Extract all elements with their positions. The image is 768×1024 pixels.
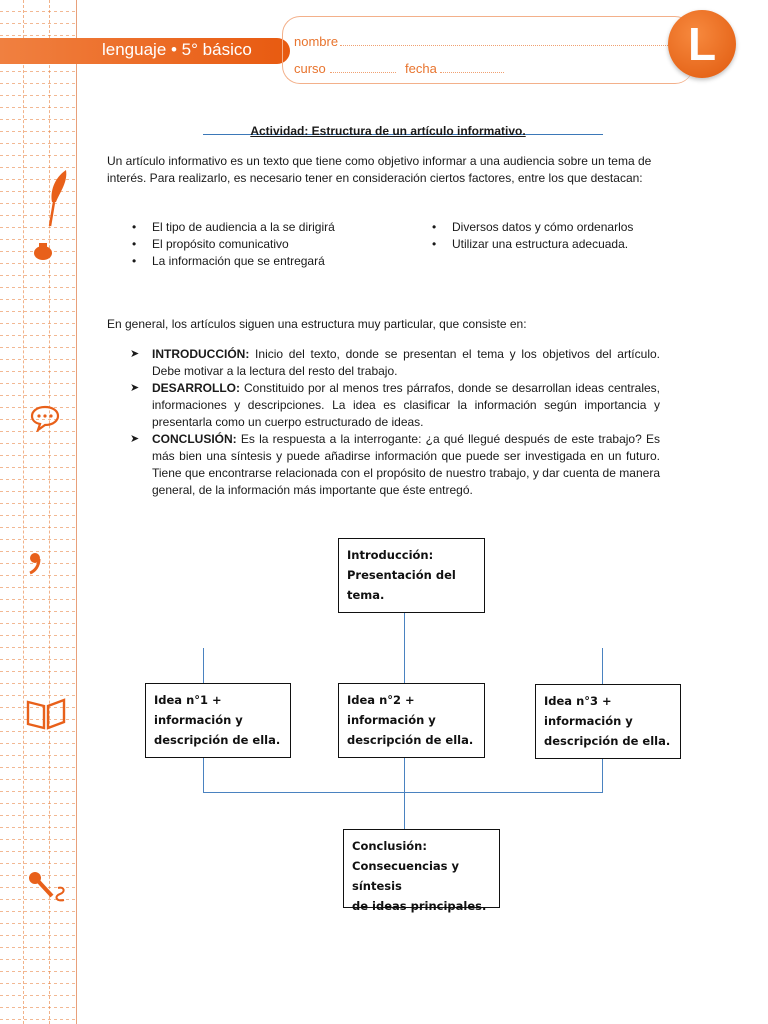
factors-list-left <box>128 219 408 270</box>
fecha-label: fecha <box>405 61 437 76</box>
structure-item <box>130 346 660 380</box>
list-item: • El propósito comunicativo <box>128 236 408 253</box>
curso-field[interactable] <box>330 72 396 73</box>
microphone-icon <box>26 868 70 909</box>
connector-line <box>203 758 204 792</box>
connector-line <box>404 613 405 683</box>
fecha-field[interactable] <box>440 72 504 73</box>
intro-paragraph: Un artículo informativo es un texto que tiene como objetivo informar a una audiencia sobre un tema de interés. Para realizarlo, es necesario tener en consideración ciertos factores, entre los que destacan: <box>107 154 652 185</box>
speech-bubble-icon <box>30 404 60 437</box>
structure-item <box>130 431 660 499</box>
factors-list-right <box>428 219 668 253</box>
margin-guide <box>23 0 24 1024</box>
open-book-icon <box>24 696 68 737</box>
nombre-field[interactable] <box>340 45 670 46</box>
arrow-bullet-icon: ➤ <box>130 348 140 360</box>
subject-label: lenguaje • 5° básico <box>102 40 252 59</box>
quill-icon <box>44 168 74 233</box>
idea-2-box: Idea n°2 + información y descripción de ella. <box>338 683 485 758</box>
arrow-bullet-icon: ➤ <box>130 382 140 394</box>
idea-1-box: Idea n°1 + información y descripción de ella. <box>145 683 291 758</box>
curso-label: curso <box>294 61 326 76</box>
nombre-label: nombre <box>294 34 339 49</box>
connector-line <box>203 648 204 683</box>
structure-text: Inicio del texto, donde se presentan el tema y los objetivos del artículo. Debe motivar a la lectura del resto del trabajo. <box>152 347 660 378</box>
arrow-bullet-icon: ➤ <box>130 433 140 445</box>
idea-3-box: Idea n°3 + información y descripción de ella. <box>535 684 681 759</box>
margin-rule <box>76 0 77 1024</box>
inkwell-icon <box>32 238 54 266</box>
list-item: • Utilizar una estructura adecuada. <box>428 236 668 253</box>
connector-line <box>602 758 603 792</box>
student-info-box <box>282 16 693 84</box>
list-item: • El tipo de audiencia a la se dirigirá <box>128 219 408 236</box>
subject-logo: L <box>668 10 736 78</box>
structure-intro: En general, los artículos siguen una estructura muy particular, que consiste en: <box>107 317 527 331</box>
structure-term: CONCLUSIÓN: <box>152 432 237 446</box>
structure-text: Es la respuesta a la interrogante: ¿a qué llegué después de este trabajo? Es más bien una síntesis y puede añadirse información que puede ser investigada en un futuro. Tiene que encontrarse relacionada con el propósito de nuestro trabajo, y dar cuenta de manera general, de la información más importante que éste entregó. <box>152 432 660 497</box>
conclusion-box: Conclusión: Consecuencias y síntesis de ideas principales. <box>343 829 500 908</box>
structure-text: Constituido por al menos tres párrafos, donde se desarrollan ideas centrales, informaciones y descripciones. La idea es clasificar la información según importancia y presentarla como un cuerpo estructurado de ideas. <box>152 381 660 429</box>
connector-line <box>602 648 603 684</box>
structure-item <box>130 380 660 431</box>
connector-line <box>203 792 603 793</box>
introduction-box: Introducción: Presentación del tema. <box>338 538 485 613</box>
list-item: • La información que se entregará <box>128 253 408 270</box>
structure-term: DESARROLLO: <box>152 381 240 395</box>
list-item: • Diversos datos y cómo ordenarlos <box>428 219 668 236</box>
activity-title: Actividad: Estructura de un artículo informativo. <box>250 124 526 138</box>
connector-line <box>404 758 405 829</box>
structure-list <box>130 346 660 499</box>
comma-icon <box>26 551 42 580</box>
structure-term: INTRODUCCIÓN: <box>152 347 250 361</box>
